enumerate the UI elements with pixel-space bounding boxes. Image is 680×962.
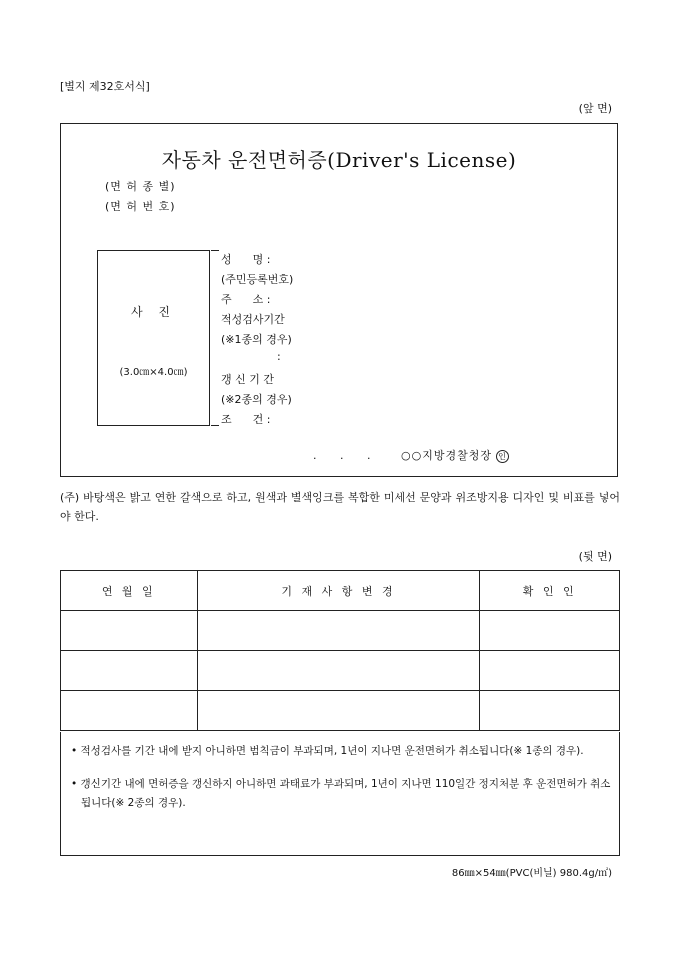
table-row xyxy=(61,651,620,691)
card-spec: 86㎜×54㎜(PVC(비닐) 980.4g/㎡) xyxy=(451,868,612,879)
header-confirmation: 확 인 인 xyxy=(480,571,620,611)
table-cell xyxy=(197,651,480,691)
field-address: 주 소 : xyxy=(221,293,271,306)
table-cell xyxy=(480,611,620,651)
field-aptitude-test-period: 적성검사기간 xyxy=(221,313,285,326)
front-side-label: (앞 면) xyxy=(578,102,612,115)
back-side-label: (뒷 면) xyxy=(578,550,612,563)
issuer-name: ○○지방경찰청장 xyxy=(401,449,492,462)
field-class2-note: (※2종의 경우) xyxy=(221,393,292,406)
field-conditions: 조 건 : xyxy=(221,413,271,426)
issue-date-dots: . . . xyxy=(313,449,381,462)
license-front xyxy=(60,123,618,477)
photo-area xyxy=(97,250,210,426)
table-cell xyxy=(480,651,620,691)
license-number-label: (면 허 번 호) xyxy=(105,200,176,213)
back-table xyxy=(60,570,620,731)
photo-label: 사 진 xyxy=(131,305,176,319)
table-cell xyxy=(61,651,198,691)
header-date: 연 월 일 xyxy=(61,571,198,611)
notice-renewal: • 갱신기간 내에 면허증을 갱신하지 아니하면 과태료가 부과되며, 1년이 지나면 110일간 정지처분 후 운전면허가 취소됩니다(※ 2종의 경우). xyxy=(71,778,611,809)
form-number: [별지 제32호서식] xyxy=(60,80,150,93)
table-row xyxy=(61,691,620,731)
table-cell xyxy=(61,611,198,651)
table-header-row xyxy=(61,571,620,611)
note: (주) 바탕색은 밝고 연한 갈색으로 하고, 원색과 별색잉크를 복합한 미세선 문양과 위조방지용 디자인 및 비표를 넣어야 한다. xyxy=(60,491,620,523)
table-cell xyxy=(480,691,620,731)
field-colon: : xyxy=(221,350,281,363)
notice-box xyxy=(60,732,620,856)
table-cell xyxy=(61,691,198,731)
license-title: 자동차 운전면허증(Driver's License) xyxy=(161,148,517,172)
field-name: 성 명 : xyxy=(221,253,271,266)
field-resident-number: (주민등록번호) xyxy=(221,273,294,286)
issuer xyxy=(401,447,509,463)
field-class1-note: (※1종의 경우) xyxy=(221,333,292,346)
field-renewal-period: 갱 신 기 간 xyxy=(221,373,274,386)
header-changes: 기 재 사 항 변 경 xyxy=(197,571,480,611)
photo-size: (3.0㎝×4.0㎝) xyxy=(119,367,188,378)
seal-icon: 인 xyxy=(496,450,509,463)
notice-aptitude-test: • 적성검사를 기간 내에 받지 아니하면 범칙금이 부과되며, 1년이 지나면 운전면허가 취소됩니다(※ 1종의 경우). xyxy=(71,745,584,757)
table-row xyxy=(61,611,620,651)
license-type-label: (면 허 종 별) xyxy=(105,180,176,193)
field-bracket xyxy=(211,250,219,426)
table-cell xyxy=(197,611,480,651)
table-cell xyxy=(197,691,480,731)
